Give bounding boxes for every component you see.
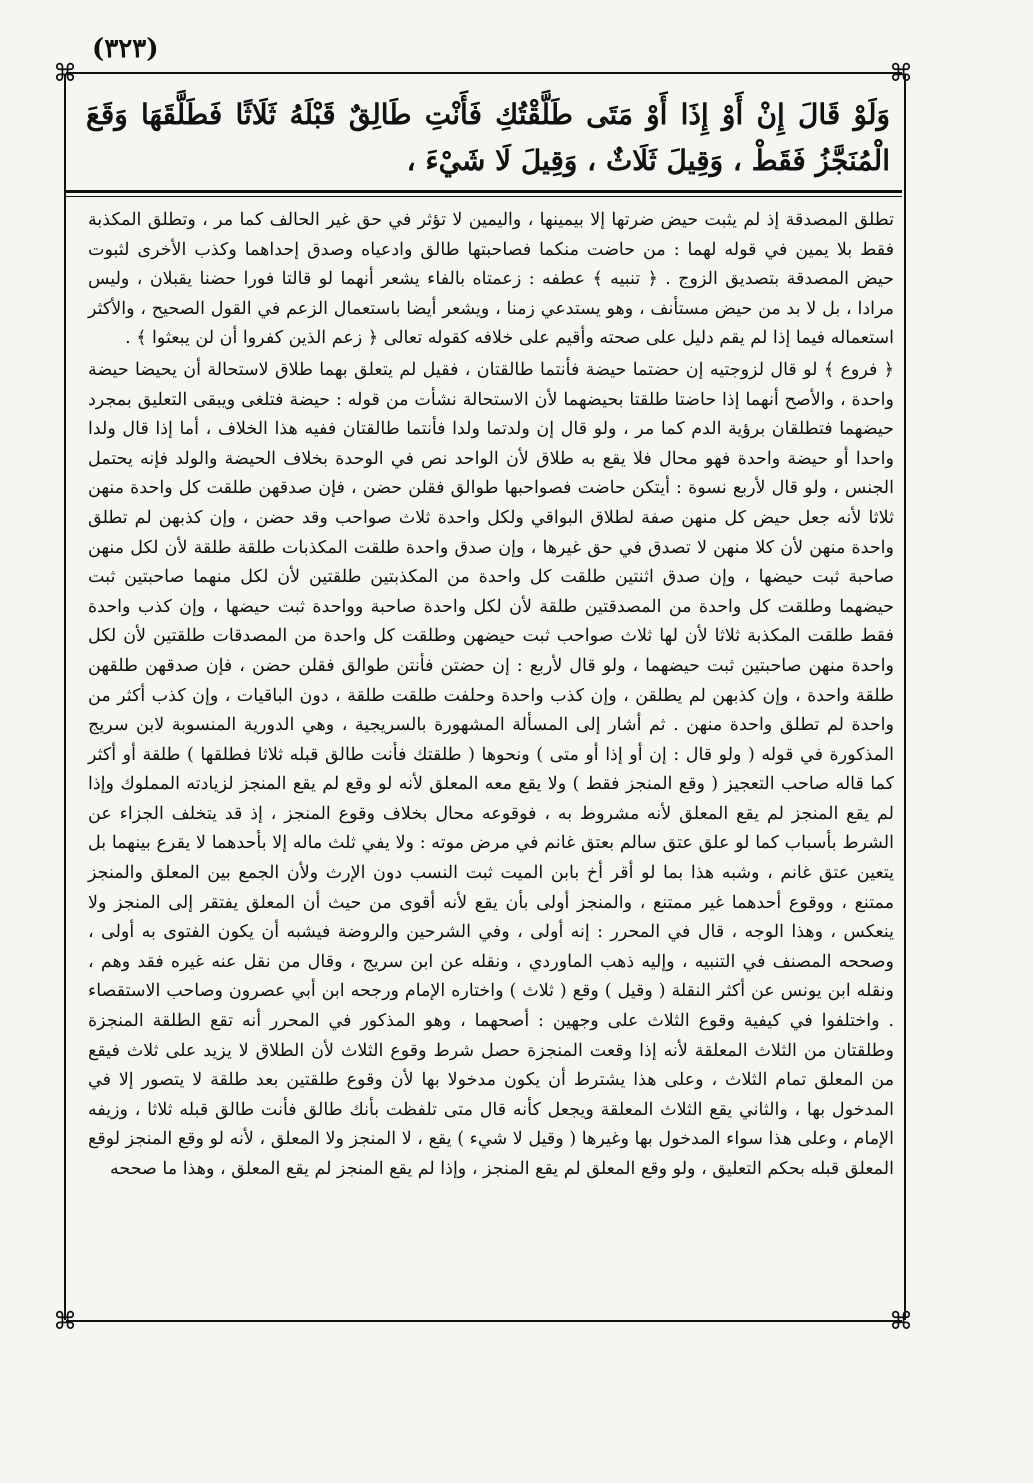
corner-ornament-icon: ⌘ <box>889 59 913 87</box>
frame-bottom-rule <box>66 1320 902 1322</box>
section-separator <box>66 190 902 193</box>
commentary-body <box>88 206 894 1185</box>
corner-ornament-icon: ⌘ <box>53 1307 77 1335</box>
commentary-paragraph: تطلق المصدقة إذ لم يثبت حيض ضرتها إلا بيمينها ، واليمين لا تؤثر في حق غير الحالف كما مر ، وتطلق المكذبة فقط بلا يمين في قوله لهما : من حاضت منكما فصاحبتها طالق وادعياه وصدق إحداهما وكذب الأخرى لثبوت حيض المصدقة بتصديق الزوج . ﴿ تنبيه ﴾ عطفه : زعمتاه بالفاء يشعر أنهما لو قالتا فورا حضنا يقبلان ، وليس مرادا ، بل لا بد من حيض مستأنف ، وهو يستدعي زمنا ، ويشعر أيضا باستعمال الزعم في القول الصحيح ، والأكثر استعماله فيما إذا لم يقم دليل على صحته وأقيم على خلافه كقوله تعالى ﴿ زعم الذين كفروا أن لن يبعثوا ﴾ . <box>88 210 894 349</box>
corner-ornament-icon: ⌘ <box>889 1307 913 1335</box>
frame-top-rule <box>66 72 902 74</box>
page-number: (٣٢٣) <box>92 34 159 64</box>
matn-text: وَلَوْ قَالَ إِنْ أَوْ إِذَا أَوْ مَتَى طَلَّقْتُكِ فَأَنْتِ طَالِقٌ قَبْلَهُ ثَلَاثًا فَطَلَّقَهَا وَقَعَ الْمُنَجَّزُ فَقَطْ ، وَقِيلَ ثَلَاثٌ ، وَقِيلَ لَا شَيْءَ ، <box>86 98 890 177</box>
section-separator-thin <box>66 196 902 197</box>
commentary-paragraph: ﴿ فروع ﴾ لو قال لزوجتيه إن حضتما حيضة فأنتما طالقتان ، فقيل لم يتعلق بهما طلاق لاستحالة أن يحيضا حيضة واحدة ، والأصح أنهما إذا حاضتا طلقتا بحيضهما لأن الاستحالة نشأت من قوله : حيضة فتلغى ويبقى التعليق بمجرد حيضهما فتطلقان برؤية الدم كما مر ، ولو قال إن ولدتما ولدا فأنتما طالقتان ففيه هذا الخلاف ، أما إذا قال ولدا واحدا أو حيضة واحدة فهو محال فلا يقع به طلاق لأن الواحد نص في الوحدة بخلاف الحيضة والولد فإنه يحتمل الجنس ، ولو قال لأربع نسوة : أيتكن حاضت فصواحبها طوالق فقلن حضن ، فإن صدقهن طلقت كل واحدة منهن ثلاثا لأنه جعل حيض كل منهن صفة لطلاق البواقي ولكل واحدة ثلاث صواحب وقد حضن ، وإن كذبهن لم تطلق واحدة منهن لأن كلا منهن لا تصدق في حق غيرها ، وإن صدق واحدة طلقت المكذبات طلقة طلقة لأن لكل منهن صاحبة ثبت حيضها ، وإن صدق اثنتين طلقت كل واحدة من المكذبتين طلقتين لأن لكل منهما صاحبتين ثبت حيضهما وطلقت كل واحدة من المصدقتين طلقة لأن لكل واحدة صاحبة وواحدة ثبت حيضها ، وإن كذب واحدة فقط طلقت المكذبة ثلاثا لأن لها ثلاث صواحب ثبت حيضهن وطلقت كل واحدة من المصدقات طلقتين لأن لكل واحدة منهن صاحبتين ثبت حيضهما ، ولو قال لأربع : إن حضتن فأنتن طوالق فقلن حضن ، فإن صدقهن طلقهن طلقة واحدة ، وإن كذبهن لم يطلقن ، وإن كذب واحدة وحلفت طلقت طلقة ، دون الباقيات ، وإن كذب أكثر من واحدة لم تطلق واحدة منهن . ثم أشار إلى المسألة المشهورة بالسريجية ، وهي الدورية المنسوبة لابن سريج المذكورة في قوله ( ولو قال : إن أو إذا أو متى ) ونحوها ( طلقتك فأنت طالق قبله ثلاثا فطلقها ) طلقة أو أكثر كما قاله صاحب التعجيز ( وقع المنجز فقط ) ولا يقع معه المعلق لأنه لو وقع لم يقع المنجز لزيادته المملوك وإذا لم يقع المنجز لم يقع المعلق لأنه مشروط به ، فوقوعه محال بخلاف وقوع المنجز ، إذ قد يتخلف الجزاء عن الشرط بأسباب كما لو علق عتق سالم بعتق غانم في مرض موته : ولا يفي ثلث ماله إلا بأحدهما لا يقرع بينهما بل يتعين عتق غانم ، وشبه هذا بما لو أقر أخ بابن الميت ثبت النسب دون الإرث ولأن الجمع بين المعلق والمنجز ممتنع ، ووقوع أحدهما غير ممتنع ، والمنجز أولى بأن يقع لأنه أقوى من حيث أن المعلق يفتقر إلى المنجز ولا ينعكس ، وهذا الوجه ، قال في المحرر : إنه أولى ، وفي الشرحين والروضة فيشبه أن يكون الفتوى به أولى ، وصححه المصنف في التنبيه ، وإليه ذهب الماوردي ، ونقله عن ابن سريج ، وقال من نقل عنه غيره فقد وهم ، ونقله ابن يونس عن أكثر النقلة ( وقيل ) وقع ( ثلاث ) واختاره الإمام ورجحه ابن أبي عصرون وصاحب الاستقصاء . واختلفوا في كيفية وقوع الثلاث على وجهين : أصحهما ، وهو المذكور في المحرر أنه تقع الطلقة المنجزة وطلقتان من الثلاث المعلقة لأنه إذا وقعت المنجزة حصل شرط وقوع الثلاث لأن الطلاق لا يزيد على ثلاث فيقع من المعلق تمام الثلاث ، وعلى هذا يشترط أن يكون مدخولا بها لأن وقوع طلقتين بعد طلقة لا يتصور إلا في المدخول بها ، والثاني يقع الثلاث المعلقة ويجعل كأنه قال متى تلفظت بأنك طالق فأنت طالق قبله ثلاثا ، وزيفه الإمام ، وعلى هذا سواء المدخول بها وغيرها ( وقيل لا شيء ) يقع ، لا المنجز ولا المعلق ، لأنه لو وقع المنجز لوقع المعلق قبله بحكم التعليق ، ولو وقع المعلق لم يقع المنجز ، وإذا لم يقع المنجز لم يقع المعلق ، وهذا ما صححه <box>88 359 894 1179</box>
corner-ornament-icon: ⌘ <box>53 59 77 87</box>
